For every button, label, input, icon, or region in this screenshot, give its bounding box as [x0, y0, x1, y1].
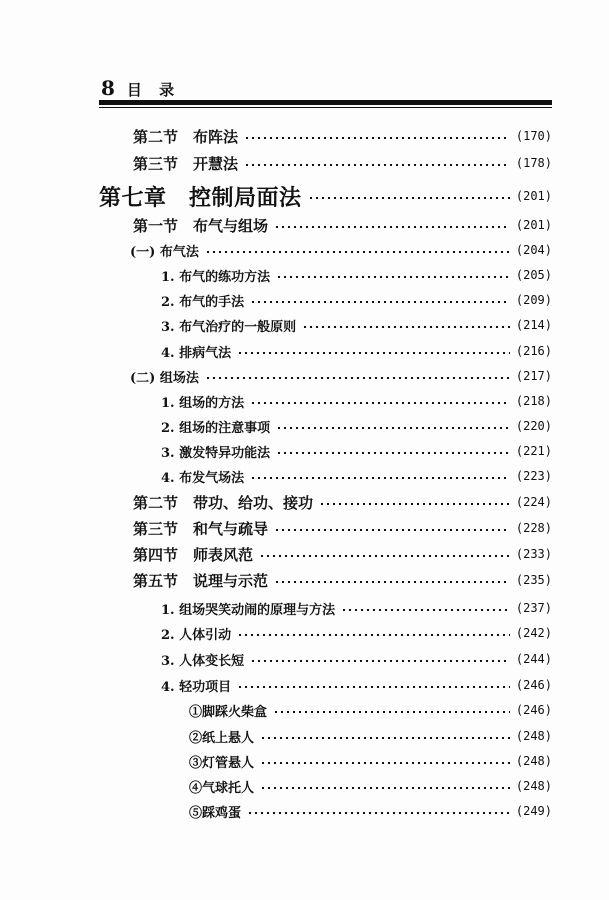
toc-chapter-label: 第七章 控制局面法	[99, 184, 302, 211]
toc-entry-label: 4. 轻功项目	[161, 679, 232, 695]
toc-entry-label: 第一节 布气与组场	[133, 216, 269, 235]
toc-entry-label: 第四节 师表风范	[133, 545, 254, 564]
toc-entry-label: 第二节 带功、给功、接功	[133, 493, 314, 512]
toc-entry	[161, 414, 552, 438]
toc-entry	[133, 542, 552, 566]
toc-entry	[161, 389, 552, 413]
toc-entry-label: (二) 组场法	[130, 370, 199, 386]
toc-entry	[161, 339, 552, 363]
toc-entry	[133, 124, 552, 148]
running-header	[101, 76, 180, 100]
toc-entry-page: (209)	[515, 293, 552, 307]
dot-leader	[274, 226, 510, 228]
dot-leader	[205, 251, 510, 253]
dot-leader	[274, 529, 510, 531]
dot-leader	[250, 301, 510, 303]
toc-entry-label: 1. 组场哭笑动闹的原理与方法	[161, 602, 336, 618]
toc-entry-label: 1. 组场的方法	[161, 395, 245, 411]
dot-leader	[237, 686, 510, 688]
toc-entry	[189, 749, 552, 773]
dot-leader	[260, 737, 510, 739]
toc-chapter-entry	[99, 181, 552, 211]
dot-leader	[341, 609, 510, 611]
toc-entry	[133, 213, 552, 237]
toc-entry	[130, 238, 552, 262]
dot-leader	[308, 197, 510, 199]
dot-leader	[302, 326, 510, 328]
toc-entry	[161, 313, 552, 337]
toc-entry-label: (一) 布气法	[130, 244, 199, 260]
toc-entry-page: (246)	[515, 678, 552, 692]
toc-entry	[133, 516, 552, 540]
toc-entry-label: 第二节 布阵法	[133, 127, 239, 146]
toc-entry-label: 2. 布气的手法	[161, 294, 245, 310]
toc-entry	[189, 698, 552, 722]
dot-leader	[260, 787, 510, 789]
toc-entry-label: ④气球托人	[189, 780, 255, 796]
toc-entry-label: 3. 布气治疗的一般原则	[161, 319, 297, 335]
header-rule-thick	[99, 100, 552, 105]
toc-entry-page: (221)	[515, 444, 552, 458]
toc-entry	[161, 288, 552, 312]
toc-entry-page: (249)	[515, 804, 552, 818]
toc-entry-page: (217)	[515, 369, 552, 383]
toc-entry-label: 2. 组场的注意事项	[161, 420, 271, 436]
toc-entry-label: 2. 人体引动	[161, 627, 232, 643]
dot-leader	[244, 164, 510, 166]
toc-entry-page: (178)	[515, 156, 552, 170]
toc-entry-label: 第三节 开慧法	[133, 154, 239, 173]
dot-leader	[319, 503, 510, 505]
toc-entry-label: ②纸上悬人	[189, 730, 255, 746]
toc-entry-page: (224)	[515, 495, 552, 509]
toc-entry-page: (248)	[515, 729, 552, 743]
toc-entry-page: (205)	[515, 268, 552, 282]
page-number: 8	[101, 76, 115, 100]
dot-leader	[274, 581, 510, 583]
toc-entry-label: ⑤踩鸡蛋	[189, 805, 242, 821]
dot-leader	[273, 711, 510, 713]
toc-entry-label: 3. 激发特异功能法	[161, 445, 271, 461]
toc-entry	[133, 151, 552, 175]
dot-leader	[276, 452, 510, 454]
toc-entry-label: 4. 排病气法	[161, 345, 232, 361]
toc-entry	[189, 774, 552, 798]
dot-leader	[250, 402, 510, 404]
toc-entry	[161, 464, 552, 488]
toc-entry-label: 第五节 说理与示范	[133, 571, 269, 590]
toc-entry-page: (201)	[515, 189, 552, 203]
toc-entry	[161, 439, 552, 463]
dot-leader	[244, 137, 510, 139]
toc-entry-page: (216)	[515, 344, 552, 358]
toc-entry	[133, 490, 552, 514]
toc-entry	[161, 263, 552, 287]
toc-entry	[161, 647, 552, 671]
toc-entry-page: (246)	[515, 703, 552, 717]
toc-entry-page: (228)	[515, 521, 552, 535]
toc-entry-page: (233)	[515, 547, 552, 561]
header-title: 目 录	[126, 81, 181, 99]
toc-entry	[130, 364, 552, 388]
toc-entry-page: (244)	[515, 652, 552, 666]
toc-entry-page: (235)	[515, 573, 552, 587]
toc-entry-page: (218)	[515, 394, 552, 408]
toc-entry-label: ①脚踩火柴盒	[189, 704, 268, 720]
dot-leader	[250, 660, 510, 662]
toc-entry	[161, 596, 552, 620]
toc-entry-label: 4. 布发气场法	[161, 470, 245, 486]
dot-leader	[205, 377, 510, 379]
toc-entry-page: (248)	[515, 754, 552, 768]
toc-entry	[189, 799, 552, 823]
toc-entry-page: (248)	[515, 779, 552, 793]
toc-entry-label: ③灯管悬人	[189, 755, 255, 771]
toc-entry-page: (220)	[515, 419, 552, 433]
toc-entry	[161, 673, 552, 697]
toc-entry	[133, 568, 552, 592]
toc-entry-page: (201)	[515, 218, 552, 232]
toc-entry-page: (242)	[515, 626, 552, 640]
toc-entry	[189, 724, 552, 748]
toc-entry-page: (170)	[515, 129, 552, 143]
toc-entry-page: (223)	[515, 469, 552, 483]
dot-leader	[237, 634, 510, 636]
toc-entry-page: (204)	[515, 243, 552, 257]
toc-entry-label: 第三节 和气与疏导	[133, 519, 269, 538]
dot-leader	[237, 352, 510, 354]
dot-leader	[276, 276, 510, 278]
toc-entry-label: 1. 布气的练功方法	[161, 269, 271, 285]
dot-leader	[247, 812, 510, 814]
dot-leader	[260, 762, 510, 764]
toc-entry-page: (214)	[515, 318, 552, 332]
dot-leader	[259, 555, 510, 557]
dot-leader	[250, 477, 510, 479]
toc-entry-page: (237)	[515, 601, 552, 615]
dot-leader	[276, 427, 510, 429]
header-rule-thin	[99, 107, 552, 108]
toc-entry	[161, 621, 552, 645]
toc-entry-label: 3. 人体变长短	[161, 653, 245, 669]
